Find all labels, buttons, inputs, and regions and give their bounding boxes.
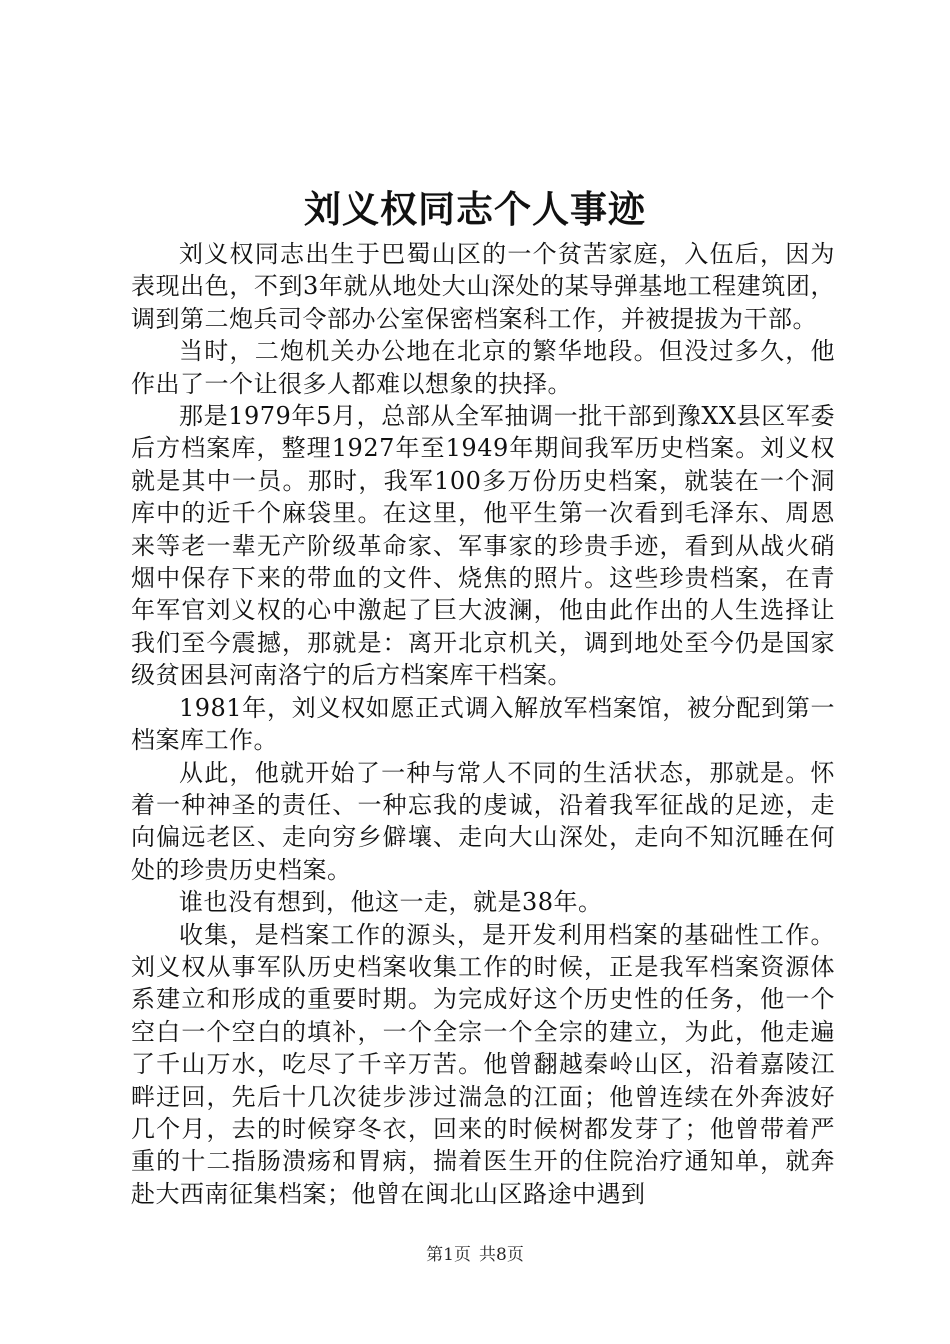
page-total: 共8页 bbox=[479, 1245, 524, 1265]
paragraph: 那是1979年5月，总部从全军抽调一批干部到豫XX县区军委后方档案库，整理1927年至1949年期间我军历史档案。刘义权就是其中一员。那时，我军100多万份历史档案，就装在一个洞库中的近千个麻袋里。在这里，他平生第一次看到毛泽东、周恩来等老一辈无产阶级革命家、军事家的珍贵手迹，看到从战火硝烟中保存下来的带血的文件、烧焦的照片。这些珍贵档案，在青年军官刘义权的心中激起了巨大波澜，他由此作出的人生选择让我们至今震撼，那就是：离开北京机关，调到地处至今仍是国家级贫困县河南洛宁的后方档案库干档案。 bbox=[131, 402, 835, 690]
page-footer bbox=[0, 1243, 950, 1267]
document-body bbox=[131, 238, 835, 1210]
document-title: 刘义权同志个人事迹 bbox=[304, 187, 646, 231]
paragraph: 收集，是档案工作的源头，是开发利用档案的基础性工作。刘义权从事军队历史档案收集工作的时候，正是我军档案资源体系建立和形成的重要时期。为完成好这个历史性的任务，他一个空白一个空白的填补，一个全宗一个全宗的建立，为此，他走遍了千山万水，吃尽了千辛万苦。他曾翻越秦岭山区，沿着嘉陵江畔迂回，先后十几次徒步涉过湍急的江面；他曾连续在外奔波好几个月，去的时候穿冬衣，回来的时候树都发芽了；他曾带着严重的十二指肠溃疡和胃病，揣着医生开的住院治疗通知单，就奔赴大西南征集档案；他曾在闽北山区路途中遇到 bbox=[131, 920, 835, 1208]
paragraph: 刘义权同志出生于巴蜀山区的一个贫苦家庭，入伍后，因为表现出色，不到3年就从地处大山深处的某导弹基地工程建筑团，调到第二炮兵司令部办公室保密档案科工作，并被提拔为干部。 bbox=[131, 240, 835, 333]
paragraph: 谁也没有想到，他这一走，就是38年。 bbox=[179, 888, 603, 917]
paragraph: 1981年，刘义权如愿正式调入解放军档案馆，被分配到第一档案库工作。 bbox=[131, 693, 835, 755]
page-number: 第1页 bbox=[426, 1245, 471, 1265]
paragraph: 当时，二炮机关办公地在北京的繁华地段。但没过多久，他作出了一个让很多人都难以想象的抉择。 bbox=[131, 337, 835, 398]
paragraph: 从此，他就开始了一种与常人不同的生活状态，那就是。怀着一种神圣的责任、一种忘我的虔诚，沿着我军征战的足迹，走向偏远老区、走向穷乡僻壤、走向大山深处，走向不知沉睡在何处的珍贵历史档案。 bbox=[131, 758, 835, 884]
